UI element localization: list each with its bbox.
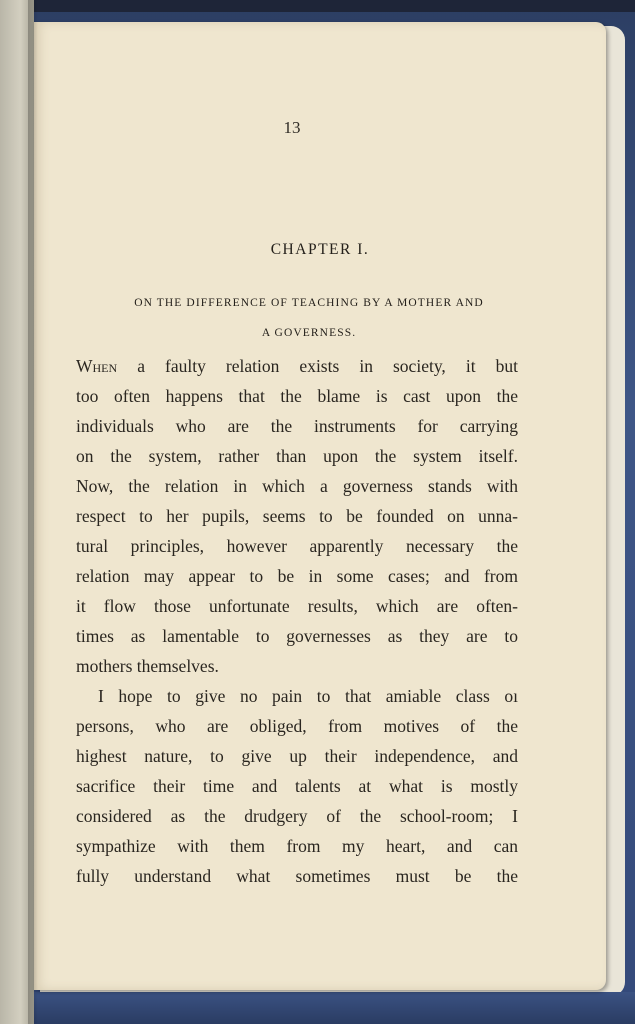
text-line-12: I hope to give no pain to that amiable class oı: [98, 686, 518, 706]
text-line-5: Now, the relation in which a governess stands with: [76, 476, 518, 496]
text-line-4: on the system, rather than upon the system itself.: [76, 446, 518, 466]
text-line-10: times as lamentable to governesses as they are to: [76, 626, 518, 646]
text-line-17: sympathize with them from my heart, and can: [76, 836, 518, 856]
text-line-11: mothers themselves.: [76, 656, 219, 676]
text-line-13: persons, who are obliged, from motives of the: [76, 716, 518, 736]
chapter-subtitle-line-1: ON THE DIFFERENCE OF TEACHING BY A MOTHER AND: [134, 297, 484, 309]
chapter-heading: CHAPTER I.: [270, 241, 370, 258]
text-line-16: considered as the drudgery of the school-room; I: [76, 806, 518, 826]
text-line-1: When a faulty relation exists in society, it but: [76, 356, 518, 376]
text-line-18: fully understand what sometimes must be the: [76, 866, 518, 886]
text-line-7: tural principles, however apparently necessary the: [76, 536, 518, 556]
spine-shadow: [28, 0, 38, 1024]
text-line-8: relation may appear to be in some cases; and from: [76, 566, 518, 586]
book-page: [34, 22, 606, 990]
text-line-6: respect to her pupils, seems to be founded on unna-: [76, 506, 518, 526]
text-line-2: too often happens that the blame is cast upon the: [76, 386, 518, 406]
text-line-14: highest nature, to give up their independence, and: [76, 746, 518, 766]
text-line-15: sacrifice their time and talents at what is mostly: [76, 776, 518, 796]
cover-bottom-edge: [34, 992, 635, 1024]
top-edge: [0, 0, 635, 12]
text-line-3: individuals who are the instruments for carrying: [76, 416, 518, 436]
drop-word: When: [76, 356, 118, 376]
page-number: 13: [283, 118, 301, 137]
text-line-9: it flow those unfortunate results, which are often-: [76, 596, 518, 616]
chapter-subtitle-line-2: A GOVERNESS.: [261, 327, 357, 339]
